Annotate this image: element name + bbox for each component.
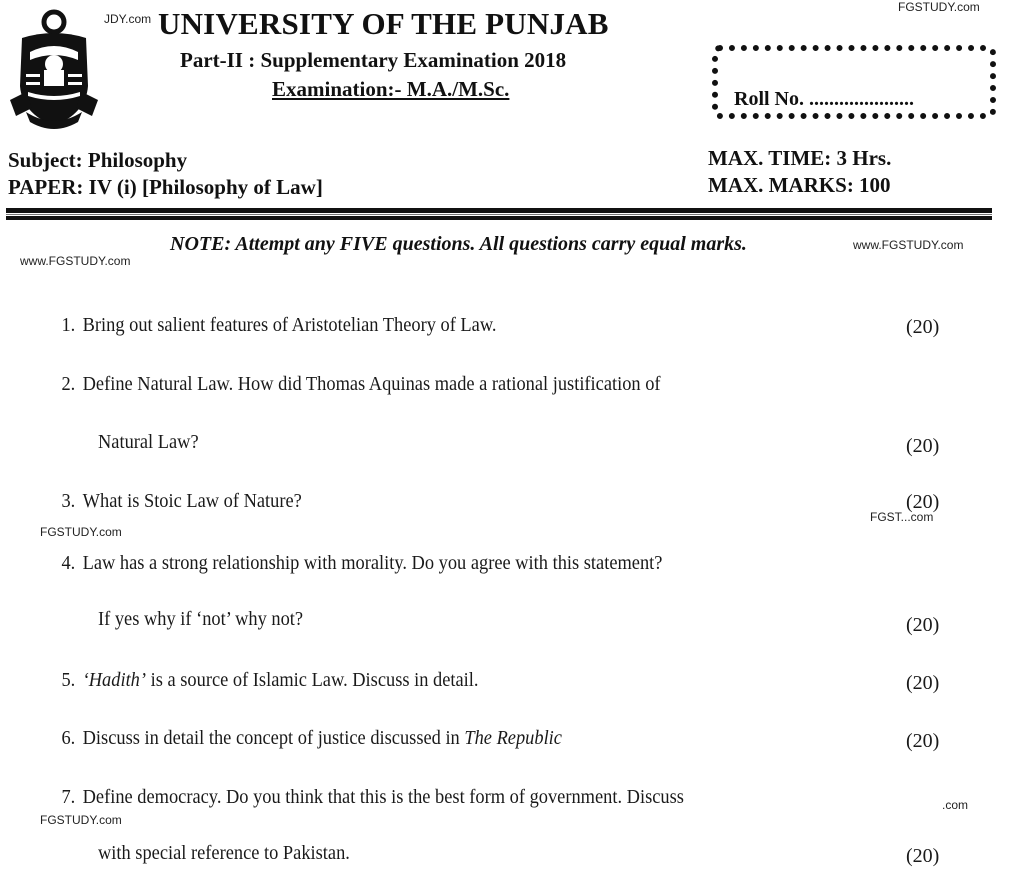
question-5: 5. ‘Hadith’ is a source of Islamic Law. Discuss in detail. [61,669,479,691]
watermark: www.FGSTUDY.com [20,254,131,268]
question-2: 2. Define Natural Law. How did Thomas Aquinas made a rational justification of [61,373,661,395]
marks: (20) [906,614,940,636]
divider [6,214,992,215]
exam-type: Examination:- M.A./M.Sc. [272,77,510,101]
marks: (20) [906,435,940,457]
subject: Subject: Philosophy [8,148,188,172]
watermark: .com [942,798,969,812]
marks: (20) [906,730,940,752]
marks: (20) [906,845,940,867]
marks: (20) [906,316,940,338]
roll-number-field: Roll No. ..................... [734,88,914,110]
watermark: FGSTUDY.com [898,0,980,14]
question-2-continued: Natural Law? [98,431,199,453]
question-7-continued: with special reference to Pakistan. [98,842,350,864]
question-6: 6. Discuss in detail the concept of justice discussed in The Republic [61,727,562,749]
question-4: 4. Law has a strong relationship with morality. Do you agree with this statement? [61,552,663,574]
question-7: 7. Define democracy. Do you think that this is the best form of government. Discuss [61,786,684,808]
question-3: 3. What is Stoic Law of Nature? [61,490,302,512]
marks: (20) [906,672,940,694]
max-marks: MAX. MARKS: 100 [708,173,891,197]
instructions-note: NOTE: Attempt any FIVE questions. All questions carry equal marks. [170,233,747,255]
question-1: 1. Bring out salient features of Aristotelian Theory of Law. [61,314,497,336]
question-4-continued: If yes why if ‘not’ why not? [98,608,304,630]
watermark: www.FGSTUDY.com [853,238,964,252]
watermark: FGSTUDY.com [40,813,122,827]
divider [6,216,992,220]
watermark: FGSTUDY.com [40,525,122,539]
watermark: FGST...com [870,510,934,524]
paper: PAPER: IV (i) [Philosophy of Law] [8,175,323,199]
max-time: MAX. TIME: 3 Hrs. [708,146,892,170]
divider [6,208,992,213]
university-title: UNIVERSITY OF THE PUNJAB [158,6,609,41]
university-crest-icon [8,8,100,136]
watermark: JDY.com [104,12,152,26]
exam-line: Part-II : Supplementary Examination 2018 [180,48,567,72]
marks: (20) [906,491,940,513]
